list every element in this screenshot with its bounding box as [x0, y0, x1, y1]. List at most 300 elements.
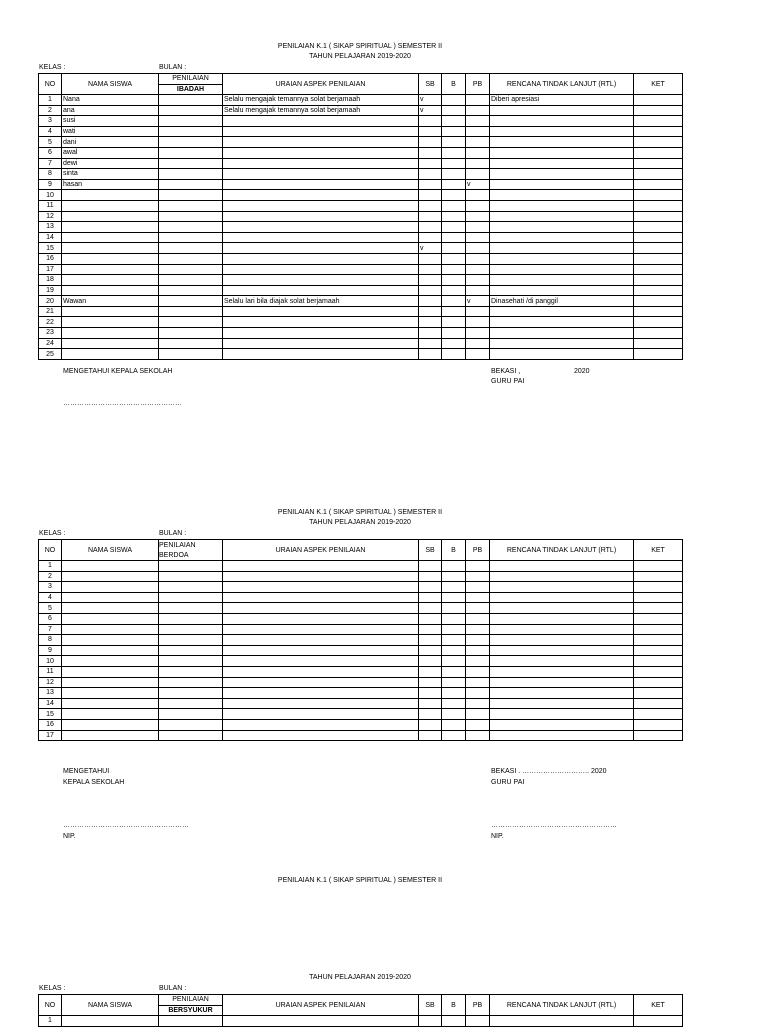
row-nama-siswa — [62, 666, 159, 677]
row-sb — [419, 645, 442, 656]
row-sb — [419, 730, 442, 741]
row-no: 23 — [39, 328, 62, 339]
row-rtl — [490, 137, 634, 148]
row-b — [442, 232, 466, 243]
row-pb — [466, 698, 490, 709]
header-pb: PB — [466, 540, 490, 561]
row-ket — [634, 349, 683, 360]
row-uraian — [223, 275, 419, 286]
row-penilaian — [159, 561, 223, 572]
sheet1-kelas-label: KELAS : — [39, 64, 66, 71]
row-ket — [634, 561, 683, 572]
header-penilaian — [159, 540, 223, 561]
sheet1-title: PENILAIAN K.1 ( SIKAP SPIRITUAL ) SEMESTER II — [277, 43, 443, 50]
row-rtl — [490, 200, 634, 211]
row-pb — [466, 147, 490, 158]
row-sb — [419, 592, 442, 603]
row-no: 7 — [39, 158, 62, 169]
row-rtl — [490, 613, 634, 624]
sheet1-aspect: IBADAH — [176, 86, 205, 93]
row-ket — [634, 603, 683, 614]
row-ket — [634, 243, 683, 254]
row-sb — [419, 561, 442, 572]
row-rtl — [490, 211, 634, 222]
sheet3-title: PENILAIAN K.1 ( SIKAP SPIRITUAL ) SEMESTER II — [277, 877, 443, 884]
table-row — [39, 656, 683, 667]
sheet3-kelas-label: KELAS : — [39, 985, 66, 992]
row-no: 6 — [39, 147, 62, 158]
row-penilaian — [159, 253, 223, 264]
row-b — [442, 635, 466, 646]
sheet2-sign-right-role: GURU PAI — [491, 779, 525, 786]
row-pb — [466, 137, 490, 148]
row-b — [442, 264, 466, 275]
row-sb — [419, 296, 442, 307]
row-uraian — [223, 624, 419, 635]
table-row — [39, 200, 683, 211]
row-b — [442, 1016, 466, 1027]
row-nama-siswa — [62, 656, 159, 667]
row-b — [442, 730, 466, 741]
row-sb — [419, 349, 442, 360]
row-nama-siswa — [62, 328, 159, 339]
row-no: 14 — [39, 232, 62, 243]
row-b — [442, 624, 466, 635]
row-rtl — [490, 253, 634, 264]
row-penilaian — [159, 243, 223, 254]
row-penilaian — [159, 730, 223, 741]
row-penilaian — [159, 613, 223, 624]
row-rtl — [490, 592, 634, 603]
table-row — [39, 1016, 683, 1027]
table-row — [39, 338, 683, 349]
header-no: NO — [39, 995, 62, 1016]
table-row — [39, 709, 683, 720]
row-no: 9 — [39, 645, 62, 656]
row-sb — [419, 666, 442, 677]
row-sb — [419, 709, 442, 720]
sheet1-header-row — [39, 74, 683, 95]
row-sb — [419, 688, 442, 699]
table-row — [39, 296, 683, 307]
row-ket — [634, 232, 683, 243]
row-nama-siswa — [62, 582, 159, 593]
row-uraian — [223, 317, 419, 328]
row-b — [442, 275, 466, 286]
row-nama-siswa — [62, 349, 159, 360]
row-uraian — [223, 349, 419, 360]
row-nama-siswa — [62, 264, 159, 275]
row-sb — [419, 169, 442, 180]
row-rtl — [490, 147, 634, 158]
row-no: 1 — [39, 1016, 62, 1027]
row-penilaian — [159, 137, 223, 148]
row-rtl — [490, 645, 634, 656]
row-penilaian — [159, 116, 223, 127]
row-no: 5 — [39, 603, 62, 614]
header-b: B — [442, 74, 466, 95]
row-nama-siswa — [62, 200, 159, 211]
row-nama-siswa — [62, 719, 159, 730]
row-sb — [419, 285, 442, 296]
row-ket — [634, 211, 683, 222]
row-no: 10 — [39, 190, 62, 201]
row-sb — [419, 613, 442, 624]
row-nama-siswa: dewi — [62, 158, 159, 169]
row-penilaian — [159, 147, 223, 158]
row-sb — [419, 275, 442, 286]
row-ket — [634, 656, 683, 667]
header-nama-siswa: NAMA SISWA — [62, 74, 159, 95]
table-row — [39, 349, 683, 360]
row-b — [442, 253, 466, 264]
table-row — [39, 624, 683, 635]
sheet2-sign-left-2: KEPALA SEKOLAH — [63, 779, 125, 786]
row-uraian — [223, 158, 419, 169]
row-b — [442, 666, 466, 677]
sheet1-assessment-table — [38, 73, 683, 360]
table-row — [39, 613, 683, 624]
row-uraian — [223, 116, 419, 127]
row-nama-siswa: wati — [62, 126, 159, 137]
row-penilaian — [159, 169, 223, 180]
row-sb — [419, 328, 442, 339]
table-row — [39, 328, 683, 339]
row-b — [442, 296, 466, 307]
row-no: 21 — [39, 306, 62, 317]
sheet3-bulan-label: BULAN : — [159, 985, 187, 992]
row-sb — [419, 264, 442, 275]
header-uraian: URAIAN ASPEK PENILAIAN — [223, 995, 419, 1016]
row-no: 25 — [39, 349, 62, 360]
row-pb — [466, 730, 490, 741]
row-nama-siswa — [62, 677, 159, 688]
row-nama-siswa — [62, 645, 159, 656]
row-ket — [634, 624, 683, 635]
row-sb — [419, 306, 442, 317]
row-penilaian — [159, 232, 223, 243]
sheet2-sign-right-nip: NIP. — [491, 833, 504, 840]
row-pb — [466, 571, 490, 582]
header-rtl: RENCANA TINDAK LANJUT (RTL) — [490, 995, 634, 1016]
row-nama-siswa: Nana — [62, 95, 159, 106]
row-sb — [419, 677, 442, 688]
row-penilaian — [159, 656, 223, 667]
row-uraian — [223, 645, 419, 656]
row-nama-siswa — [62, 624, 159, 635]
header-sb: SB — [419, 74, 442, 95]
table-row — [39, 645, 683, 656]
row-uraian: Selalu mengajak temannya solat berjamaah — [223, 95, 419, 106]
row-uraian — [223, 137, 419, 148]
row-ket — [634, 253, 683, 264]
row-no: 17 — [39, 264, 62, 275]
table-row — [39, 275, 683, 286]
row-penilaian — [159, 571, 223, 582]
table-row — [39, 571, 683, 582]
row-sb — [419, 635, 442, 646]
row-ket — [634, 592, 683, 603]
row-nama-siswa — [62, 285, 159, 296]
row-rtl — [490, 635, 634, 646]
row-penilaian — [159, 296, 223, 307]
row-ket — [634, 328, 683, 339]
row-no: 18 — [39, 275, 62, 286]
row-b — [442, 603, 466, 614]
row-sb — [419, 582, 442, 593]
sheet3-assessment-table — [38, 994, 683, 1027]
row-b — [442, 222, 466, 233]
row-ket — [634, 158, 683, 169]
row-no: 7 — [39, 624, 62, 635]
row-ket — [634, 635, 683, 646]
row-ket — [634, 709, 683, 720]
table-row — [39, 179, 683, 190]
row-uraian — [223, 147, 419, 158]
row-nama-siswa: ana — [62, 105, 159, 116]
row-b — [442, 698, 466, 709]
row-nama-siswa: susi — [62, 116, 159, 127]
row-no: 16 — [39, 253, 62, 264]
row-pb: v — [466, 296, 490, 307]
row-penilaian — [159, 126, 223, 137]
row-pb — [466, 709, 490, 720]
row-nama-siswa: awal — [62, 147, 159, 158]
row-uraian — [223, 285, 419, 296]
row-penilaian — [159, 200, 223, 211]
table-row — [39, 306, 683, 317]
table-row — [39, 603, 683, 614]
table-row — [39, 158, 683, 169]
header-nama-siswa: NAMA SISWA — [62, 995, 159, 1016]
row-rtl — [490, 709, 634, 720]
header-rtl: RENCANA TINDAK LANJUT (RTL) — [490, 540, 634, 561]
row-uraian — [223, 253, 419, 264]
row-no: 2 — [39, 571, 62, 582]
row-nama-siswa: hasan — [62, 179, 159, 190]
row-sb — [419, 698, 442, 709]
row-pb — [466, 328, 490, 339]
row-sb — [419, 656, 442, 667]
row-rtl — [490, 306, 634, 317]
row-uraian — [223, 613, 419, 624]
row-pb — [466, 666, 490, 677]
row-sb — [419, 317, 442, 328]
table-row — [39, 719, 683, 730]
row-no: 4 — [39, 592, 62, 603]
row-sb — [419, 222, 442, 233]
row-penilaian — [159, 582, 223, 593]
row-pb — [466, 253, 490, 264]
row-pb — [466, 275, 490, 286]
table-row — [39, 137, 683, 148]
row-b — [442, 200, 466, 211]
row-pb — [466, 126, 490, 137]
row-ket — [634, 571, 683, 582]
row-nama-siswa: sinta — [62, 169, 159, 180]
row-ket — [634, 582, 683, 593]
row-no: 5 — [39, 137, 62, 148]
row-pb — [466, 95, 490, 106]
row-no: 14 — [39, 698, 62, 709]
row-b — [442, 285, 466, 296]
row-penilaian — [159, 328, 223, 339]
row-pb — [466, 561, 490, 572]
row-no: 6 — [39, 613, 62, 624]
row-sb — [419, 338, 442, 349]
row-no: 11 — [39, 666, 62, 677]
table-row — [39, 253, 683, 264]
row-sb — [419, 126, 442, 137]
row-ket — [634, 698, 683, 709]
row-rtl — [490, 232, 634, 243]
row-b — [442, 147, 466, 158]
row-uraian — [223, 169, 419, 180]
row-rtl — [490, 338, 634, 349]
row-b — [442, 169, 466, 180]
sheet1-sign-left: MENGETAHUI KEPALA SEKOLAH — [63, 368, 173, 375]
row-uraian — [223, 635, 419, 646]
row-uraian — [223, 211, 419, 222]
table-row — [39, 95, 683, 106]
row-penilaian — [159, 709, 223, 720]
sheet2-sign-left-dots: ……………………………………………… — [63, 822, 189, 829]
row-nama-siswa — [62, 275, 159, 286]
row-sb — [419, 158, 442, 169]
row-pb — [466, 677, 490, 688]
row-nama-siswa — [62, 635, 159, 646]
row-uraian — [223, 126, 419, 137]
row-penilaian — [159, 645, 223, 656]
sheet3-subtitle: TAHUN PELAJARAN 2019-2020 — [309, 974, 411, 981]
row-ket — [634, 677, 683, 688]
row-b — [442, 719, 466, 730]
row-uraian — [223, 306, 419, 317]
table-row — [39, 677, 683, 688]
row-sb — [419, 232, 442, 243]
row-rtl — [490, 317, 634, 328]
table-row — [39, 582, 683, 593]
row-pb — [466, 158, 490, 169]
header-ket: KET — [634, 540, 683, 561]
row-uraian — [223, 666, 419, 677]
row-penilaian — [159, 603, 223, 614]
row-no: 12 — [39, 677, 62, 688]
row-penilaian — [159, 211, 223, 222]
table-row — [39, 232, 683, 243]
row-pb — [466, 592, 490, 603]
row-no: 16 — [39, 719, 62, 730]
row-nama-siswa — [62, 698, 159, 709]
row-no: 15 — [39, 709, 62, 720]
row-b — [442, 338, 466, 349]
row-rtl — [490, 677, 634, 688]
row-pb — [466, 624, 490, 635]
row-b — [442, 709, 466, 720]
row-ket — [634, 169, 683, 180]
row-ket — [634, 105, 683, 116]
sheet1-sign-left-dots: …………………………………………… — [63, 400, 182, 407]
row-rtl — [490, 1016, 634, 1027]
row-sb: v — [419, 95, 442, 106]
row-uraian — [223, 677, 419, 688]
row-b — [442, 349, 466, 360]
row-rtl — [490, 603, 634, 614]
row-penilaian — [159, 285, 223, 296]
row-sb: v — [419, 105, 442, 116]
row-pb — [466, 116, 490, 127]
row-rtl — [490, 561, 634, 572]
row-rtl — [490, 666, 634, 677]
row-ket — [634, 200, 683, 211]
row-uraian — [223, 709, 419, 720]
row-b — [442, 328, 466, 339]
table-row — [39, 561, 683, 572]
table-row — [39, 698, 683, 709]
row-ket — [634, 147, 683, 158]
row-nama-siswa — [62, 613, 159, 624]
row-sb — [419, 200, 442, 211]
row-sb — [419, 211, 442, 222]
row-sb — [419, 571, 442, 582]
row-nama-siswa — [62, 592, 159, 603]
row-uraian — [223, 243, 419, 254]
row-ket — [634, 190, 683, 201]
row-pb — [466, 645, 490, 656]
header-penilaian-label: PENILAIAN — [159, 995, 222, 1006]
row-uraian — [223, 190, 419, 201]
row-ket — [634, 116, 683, 127]
row-penilaian — [159, 635, 223, 646]
row-no: 2 — [39, 105, 62, 116]
row-rtl — [490, 126, 634, 137]
row-b — [442, 613, 466, 624]
row-b — [442, 211, 466, 222]
table-row — [39, 285, 683, 296]
header-no: NO — [39, 540, 62, 561]
row-nama-siswa — [62, 317, 159, 328]
header-pb: PB — [466, 74, 490, 95]
row-pb — [466, 338, 490, 349]
row-uraian — [223, 264, 419, 275]
row-b — [442, 105, 466, 116]
row-penilaian — [159, 698, 223, 709]
row-rtl — [490, 730, 634, 741]
table-row — [39, 169, 683, 180]
row-nama-siswa — [62, 222, 159, 233]
table-row — [39, 147, 683, 158]
sheet2-sign-left-1: MENGETAHUI — [63, 768, 110, 775]
row-rtl — [490, 719, 634, 730]
row-rtl — [490, 698, 634, 709]
row-uraian — [223, 698, 419, 709]
row-sb — [419, 137, 442, 148]
sheet2-bulan-label: BULAN : — [159, 530, 187, 537]
row-ket — [634, 666, 683, 677]
table-row — [39, 592, 683, 603]
sheet1-sign-right-role: GURU PAI — [491, 378, 525, 385]
row-rtl — [490, 169, 634, 180]
row-pb — [466, 306, 490, 317]
row-pb — [466, 656, 490, 667]
row-b — [442, 656, 466, 667]
row-uraian — [223, 730, 419, 741]
row-rtl — [490, 158, 634, 169]
row-uraian — [223, 1016, 419, 1027]
row-nama-siswa — [62, 306, 159, 317]
row-penilaian — [159, 349, 223, 360]
row-pb — [466, 264, 490, 275]
